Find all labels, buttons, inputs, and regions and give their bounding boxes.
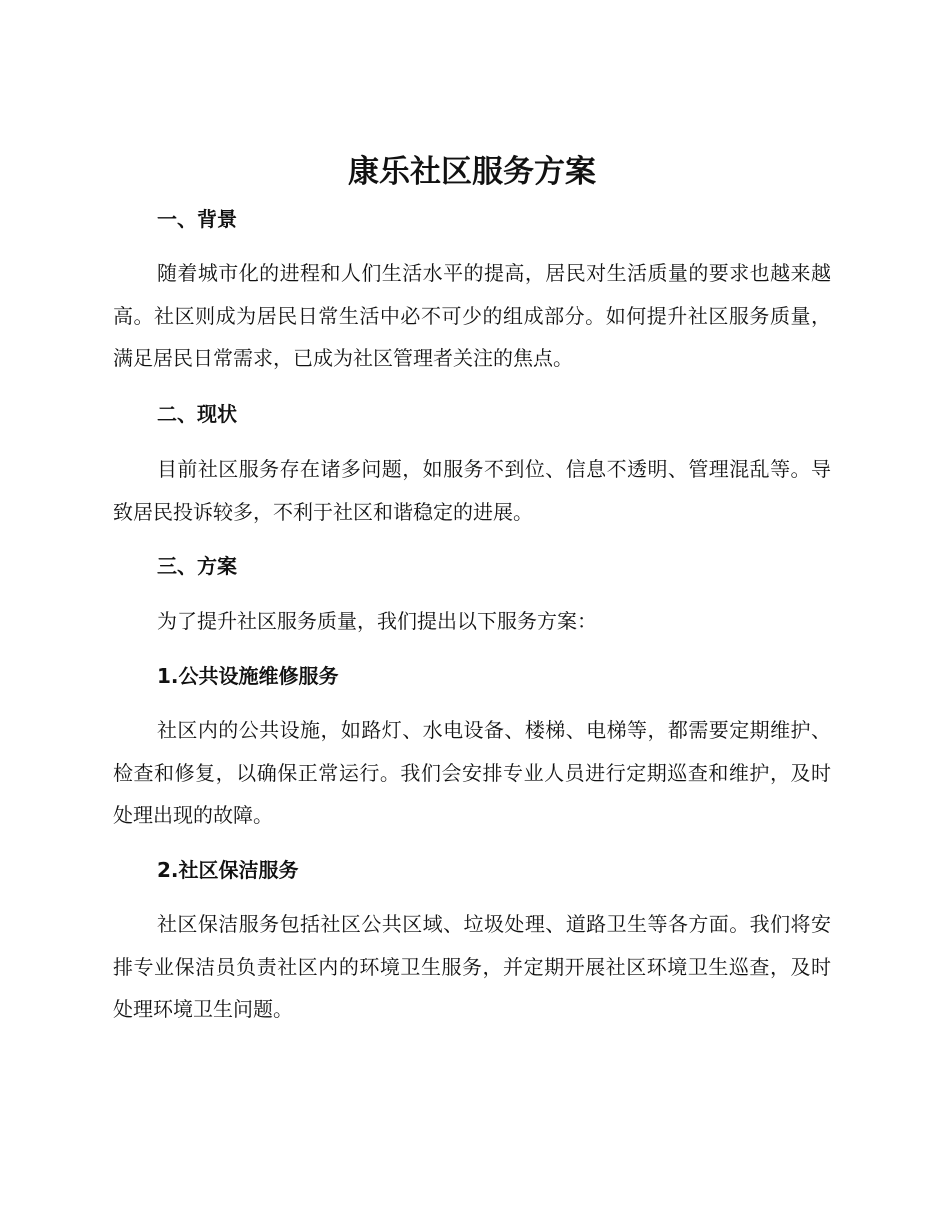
paragraph-cleaning-service: 社区保洁服务包括社区公共区域、垃圾处理、道路卫生等各方面。我们将安排专业保洁员负责社区内的环境卫生服务，并定期开展社区环境卫生巡查，及时处理环境卫生问题。 [113, 912, 831, 1021]
section-heading-plan: 三、方案 [157, 554, 237, 578]
section-heading-background: 一、背景 [157, 207, 237, 231]
paragraph-background: 随着城市化的进程和人们生活水平的提高，居民对生活质量的要求也越来越高。社区则成为居民日常生活中必不可少的组成部分。如何提升社区服务质量，满足居民日常需求，已成为社区管理者关注的焦点。 [113, 261, 831, 370]
paragraph-plan-intro: 为了提升社区服务质量，我们提出以下服务方案： [157, 609, 597, 633]
paragraph-status: 目前社区服务存在诸多问题，如服务不到位、信息不透明、管理混乱等。导致居民投诉较多，不利于社区和谐稳定的进展。 [113, 457, 831, 524]
paragraph-public-facilities: 社区内的公共设施，如路灯、水电设备、楼梯、电梯等，都需要定期维护、检查和修复，以确保正常运行。我们会安排专业人员进行定期巡查和维护，及时处理出现的故障。 [113, 718, 831, 827]
subheading-public-facilities: 1.公共设施维修服务 [157, 664, 339, 688]
subheading-cleaning-service: 2.社区保洁服务 [157, 858, 299, 882]
section-heading-status: 二、现状 [157, 402, 237, 426]
document-title: 康乐社区服务方案 [348, 154, 596, 190]
